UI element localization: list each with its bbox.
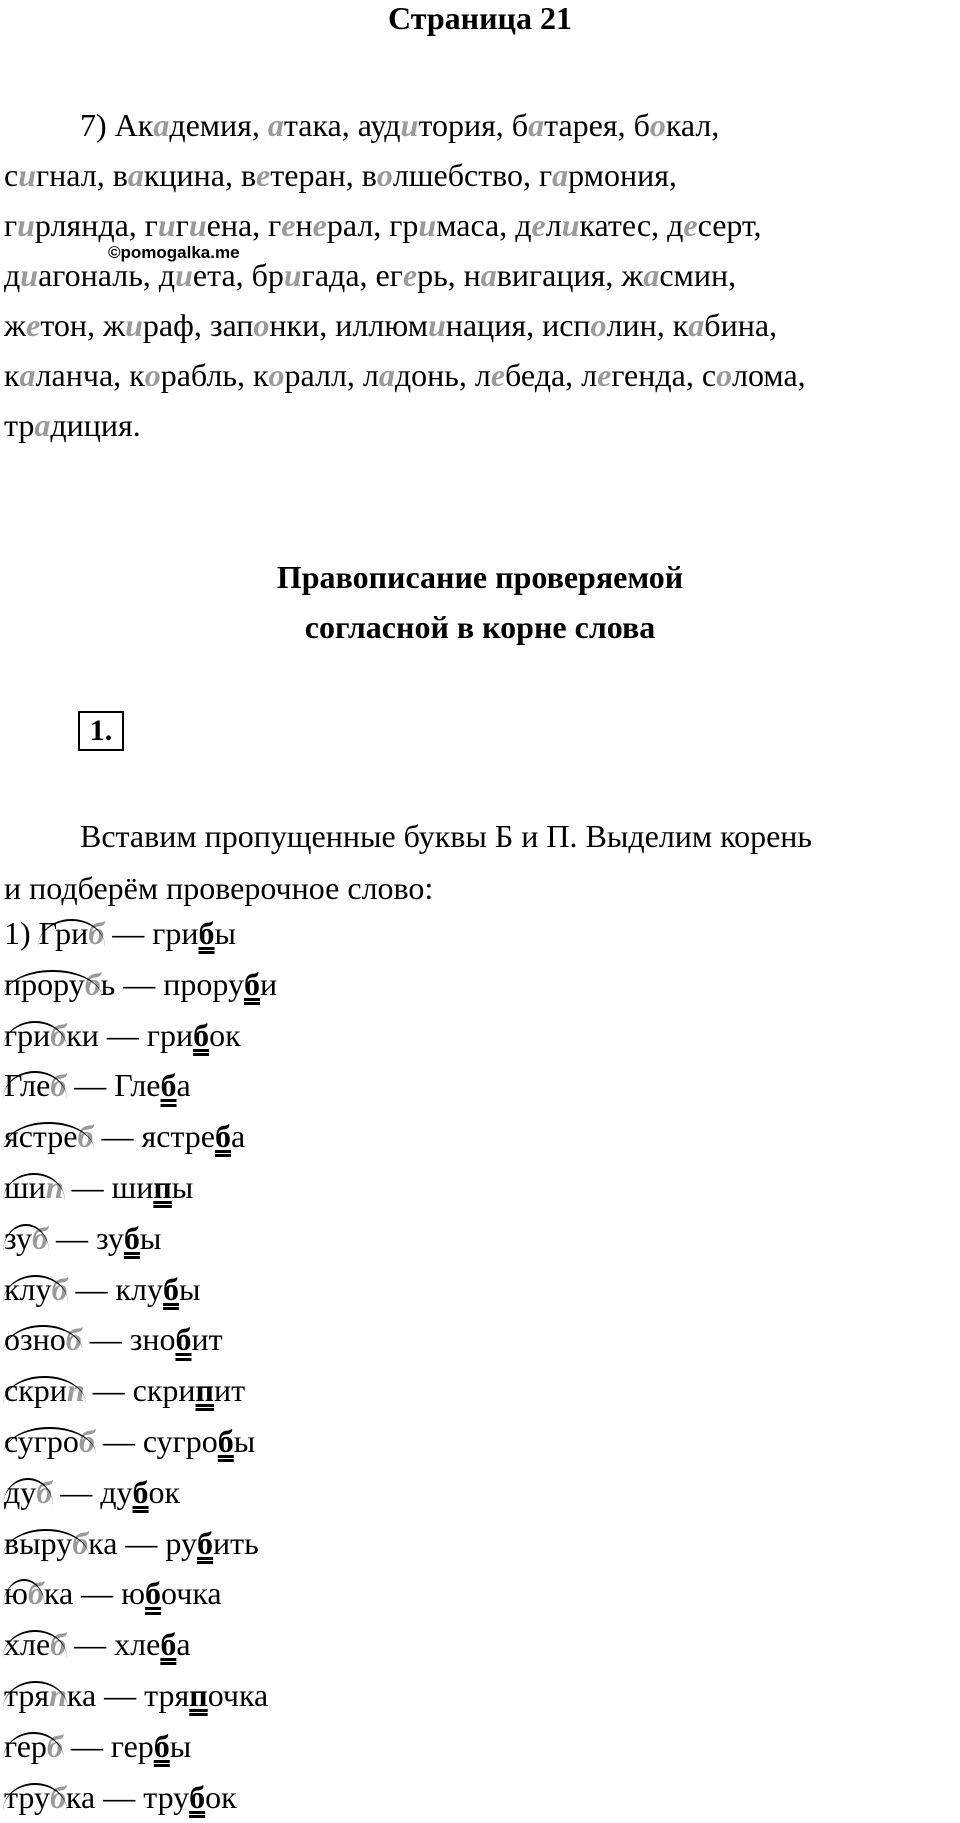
highlighted-vowel: а: [643, 257, 660, 293]
highlighted-vowel: а: [267, 107, 284, 143]
inserted-letter: б: [78, 1422, 95, 1459]
paragraph-line: диагональ, диета, бригада, егерь, навигация, жасмин,: [4, 257, 737, 293]
word-pair-row: ястреб — ястреба: [4, 1111, 277, 1162]
highlighted-vowel: и: [427, 307, 446, 343]
highlighted-vowel: и: [20, 257, 39, 293]
highlighted-vowel: а: [688, 307, 705, 343]
word-pair-row: озноб — знобит: [4, 1314, 277, 1365]
paragraph-line: гирлянда, гигиена, генерал, гримаса, деликатес, десерт,: [4, 207, 762, 243]
highlighted-vowel: и: [18, 157, 36, 193]
root-arc: труб: [4, 1772, 66, 1823]
highlighted-vowel: и: [175, 257, 193, 293]
task-intro: [4, 810, 954, 914]
root-arc: зуб: [4, 1213, 48, 1264]
word-pair-row: 1) Гриб — грибы: [4, 908, 277, 959]
word-pair-row: герб — гербы: [4, 1721, 277, 1772]
root-arc: дуб: [4, 1467, 52, 1518]
page-title: Страница 21: [388, 0, 572, 36]
highlighted-vowel: и: [418, 207, 437, 243]
word-pairs-list: [4, 908, 277, 1822]
inserted-letter: б: [84, 965, 101, 1002]
root-arc: Глеб: [4, 1060, 66, 1111]
inserted-letter: б: [50, 1067, 67, 1104]
inserted-letter: п: [45, 1168, 64, 1205]
highlighted-vowel: а: [528, 107, 545, 143]
word-pair-row: хлеб — хлеба: [4, 1619, 277, 1670]
highlighted-vowel: о: [716, 357, 733, 393]
highlighted-vowel: о: [268, 357, 285, 393]
check-letter: б: [160, 1626, 177, 1663]
root-arc: юб: [4, 1568, 44, 1619]
highlighted-vowel: и: [17, 207, 35, 243]
highlighted-vowel: о: [376, 157, 393, 193]
root-arc: шип: [4, 1162, 64, 1213]
check-letter: б: [214, 1118, 231, 1155]
check-letter: б: [197, 1524, 213, 1561]
highlighted-vowel: а: [552, 157, 569, 193]
highlighted-vowel: о: [649, 107, 666, 143]
section-title: [0, 552, 960, 652]
root-arc: озноб: [4, 1314, 82, 1365]
highlighted-vowel: а: [378, 357, 395, 393]
root-arc: проруб: [4, 959, 101, 1010]
word-list-paragraph: [4, 100, 954, 450]
highlighted-vowel: о: [144, 357, 161, 393]
inserted-letter: б: [31, 1219, 48, 1256]
highlighted-vowel: е: [26, 307, 41, 343]
intro-line-1: Вставим пропущенные буквы Б и П. Выделим корень: [80, 818, 812, 854]
highlighted-vowel: е: [402, 257, 418, 293]
paragraph-line: сигнал, вакцина, ветеран, волшебство, гармония,: [4, 157, 677, 193]
check-letter: б: [217, 1422, 234, 1459]
highlighted-vowel: и: [561, 207, 580, 243]
word-pair-row: сугроб — сугробы: [4, 1416, 277, 1467]
inserted-letter: б: [50, 1626, 67, 1663]
word-pair-row: Глеб — Глеба: [4, 1060, 277, 1111]
watermark: ©pomogalka.me: [108, 243, 240, 262]
highlighted-vowel: е: [683, 207, 698, 243]
highlighted-vowel: е: [256, 157, 271, 193]
highlighted-vowel: а: [480, 257, 497, 293]
root-arc: выруб: [4, 1518, 88, 1569]
highlighted-vowel: и: [157, 207, 176, 243]
check-letter: б: [243, 965, 260, 1002]
root-arc: ястреб: [4, 1111, 93, 1162]
highlighted-vowel: е: [312, 207, 327, 243]
highlighted-vowel: и: [125, 307, 143, 343]
inserted-letter: б: [65, 1321, 82, 1358]
word-pair-row: клуб — клубы: [4, 1264, 277, 1315]
inserted-letter: п: [66, 1372, 85, 1409]
highlighted-vowel: о: [253, 307, 270, 343]
inserted-letter: б: [77, 1118, 94, 1155]
word-pair-row: дуб — дубок: [4, 1467, 277, 1518]
highlighted-vowel: и: [283, 257, 302, 293]
word-pair-row: юбка — юбочка: [4, 1568, 277, 1619]
check-letter: б: [153, 1727, 170, 1764]
check-letter: б: [145, 1575, 162, 1612]
root-arc: хлеб: [4, 1619, 66, 1670]
highlighted-vowel: а: [153, 107, 170, 143]
paragraph-line: традиция.: [4, 407, 141, 443]
inserted-letter: б: [50, 1016, 67, 1053]
word-pair-row: скрип — скрипит: [4, 1365, 277, 1416]
inserted-letter: б: [46, 1727, 63, 1764]
highlighted-vowel: а: [19, 357, 36, 393]
section-title-line-1: Правописание проверяемой: [276, 559, 684, 595]
highlighted-vowel: е: [531, 207, 546, 243]
root-arc: герб: [4, 1721, 63, 1772]
paragraph-line: каланча, корабль, коралл, ладонь, лебеда, легенда, солома,: [4, 357, 806, 393]
word-pair-row: тряпка — тряпочка: [4, 1670, 277, 1721]
word-pair-row: вырубка — рубить: [4, 1518, 277, 1569]
paragraph-line: жетон, жираф, запонки, иллюминация, исполин, кабина,: [4, 307, 778, 343]
check-letter: б: [193, 1016, 210, 1053]
inserted-letter: б: [36, 1473, 53, 1510]
word-pair-row: трубка — трубок: [4, 1772, 277, 1823]
inserted-letter: б: [51, 1270, 68, 1307]
word-pair-row: шип — шипы: [4, 1162, 277, 1213]
root-arc: Гриб: [39, 908, 105, 959]
highlighted-vowel: а: [127, 157, 144, 193]
highlighted-vowel: е: [597, 357, 612, 393]
inserted-letter: б: [27, 1575, 44, 1612]
word-pair-row: грибки — грибок: [4, 1010, 277, 1061]
highlighted-vowel: о: [590, 307, 607, 343]
section-title-line-2: согласной в корне слова: [304, 609, 656, 645]
highlighted-vowel: е: [490, 357, 506, 393]
check-letter: п: [189, 1676, 208, 1713]
check-letter: б: [123, 1219, 140, 1256]
root-arc: скрип: [4, 1365, 85, 1416]
word-pair-row: зуб — зубы: [4, 1213, 277, 1264]
root-arc: тряп: [4, 1670, 67, 1721]
inserted-letter: б: [72, 1524, 89, 1561]
check-letter: б: [189, 1778, 206, 1815]
check-letter: б: [163, 1270, 179, 1307]
check-letter: б: [160, 1067, 177, 1104]
check-letter: б: [175, 1321, 192, 1358]
task-number-badge: 1.: [78, 711, 124, 751]
inserted-letter: б: [49, 1778, 66, 1815]
inserted-letter: п: [49, 1676, 67, 1713]
check-letter: п: [153, 1168, 172, 1205]
check-letter: б: [198, 915, 215, 951]
highlighted-vowel: а: [34, 407, 51, 443]
highlighted-vowel: и: [400, 107, 419, 143]
word-pair-row: прорубь — проруби: [4, 959, 277, 1010]
root-arc: сугроб: [4, 1416, 95, 1467]
root-arc: гриб: [4, 1010, 66, 1061]
highlighted-vowel: и: [188, 207, 207, 243]
paragraph-line: 7) Академия, атака, аудитория, батарея, бокал,: [80, 107, 720, 143]
inserted-letter: б: [88, 915, 105, 951]
intro-line-2: и подберём проверочное слово:: [4, 870, 434, 906]
root-arc: клуб: [4, 1264, 67, 1315]
check-letter: б: [132, 1473, 149, 1510]
check-letter: п: [195, 1372, 214, 1409]
highlighted-vowel: е: [281, 207, 296, 243]
